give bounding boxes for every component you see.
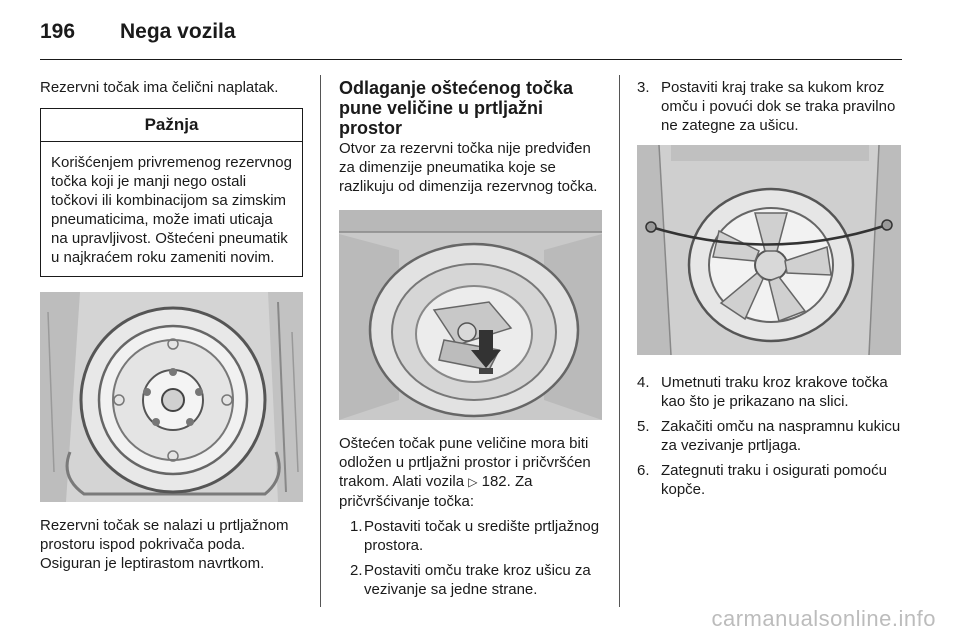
storage-caption-text-2: 182. Za pričvršćivanje točka: [339, 473, 533, 510]
list-item [637, 373, 902, 411]
list-item [350, 561, 604, 599]
step-number: 4. [637, 374, 650, 391]
column-2 [339, 78, 604, 605]
list-item [637, 78, 902, 135]
section-intro: Otvor za rezervni točka nije predviđen za dimenzije pneumatika koje se razlikuju od dimenzija rezervnog točka. [339, 140, 598, 195]
step-number: 1. [350, 518, 363, 535]
list-item [637, 417, 902, 455]
step-text: Umetnuti traku kroz krakove točka kao što je prikazano na slici. [661, 374, 888, 410]
step-text: Postaviti točak u središte prtljažnog prostora. [364, 518, 600, 554]
list-item [637, 461, 902, 499]
chapter-title: Nega vozila [120, 20, 236, 43]
step-number: 3. [637, 79, 650, 96]
step-text: Postaviti kraj trake sa kukom kroz omču i povući dok se traka pravilno ne zategne za ušicu. [661, 79, 896, 134]
step-number: 5. [637, 418, 650, 435]
list-item [350, 517, 604, 555]
step-text: Zategnuti traku i osigurati pomoću kopče. [661, 462, 887, 498]
step-number: 6. [637, 462, 650, 479]
steps-list-c [637, 373, 902, 499]
caution-body: Korišćenjem privremenog rezervnog točka koji je manji nego ostali točkovi ili kombinacijom sa zimskim pneumaticima, može imati uticaja na upravljivost. Oštećeni pneumatik u najkraćem roku zameniti novim. [51, 154, 292, 266]
steps-list-b [637, 78, 902, 135]
strapped-wheel-figure [637, 145, 901, 355]
section-heading: Odlaganje oštećenog točka pune veličine u prtljažni prostor [339, 78, 574, 138]
storage-caption-text-1: Oštećen točak pune veličine mora biti odložen u prtljažni prostor i pričvršćen trakom. Alati vozila [339, 435, 591, 490]
watermark: carmanualsonline.info [711, 606, 936, 631]
spare-well-figure [339, 210, 602, 420]
caution-box [40, 108, 303, 277]
step-text: Postaviti omču trake kroz ušicu za vezivanje sa jedne strane. [364, 562, 591, 598]
spare-wheel-intro: Rezervni točak ima čelični naplatak. [40, 79, 279, 96]
column-divider-1 [320, 75, 321, 607]
column-1 [40, 78, 303, 573]
column-3 [637, 78, 902, 505]
spare-wheel-figure [40, 292, 303, 502]
page-number: 196 [40, 20, 76, 43]
storage-caption [339, 434, 604, 511]
header-rule [40, 59, 902, 60]
cross-reference-icon: ▷ [468, 475, 478, 489]
spare-wheel-caption: Rezervni točak se nalazi u prtljažnom prostoru ispod pokrivača poda. Osiguran je leptirastom navrtkom. [40, 517, 289, 572]
caution-title: Pažnja [41, 109, 302, 142]
step-text: Zakačiti omču na naspramnu kukicu za vezivanje prtljaga. [661, 418, 901, 454]
steps-list-a [339, 517, 604, 599]
column-divider-2 [619, 75, 620, 607]
step-number: 2. [350, 562, 363, 579]
